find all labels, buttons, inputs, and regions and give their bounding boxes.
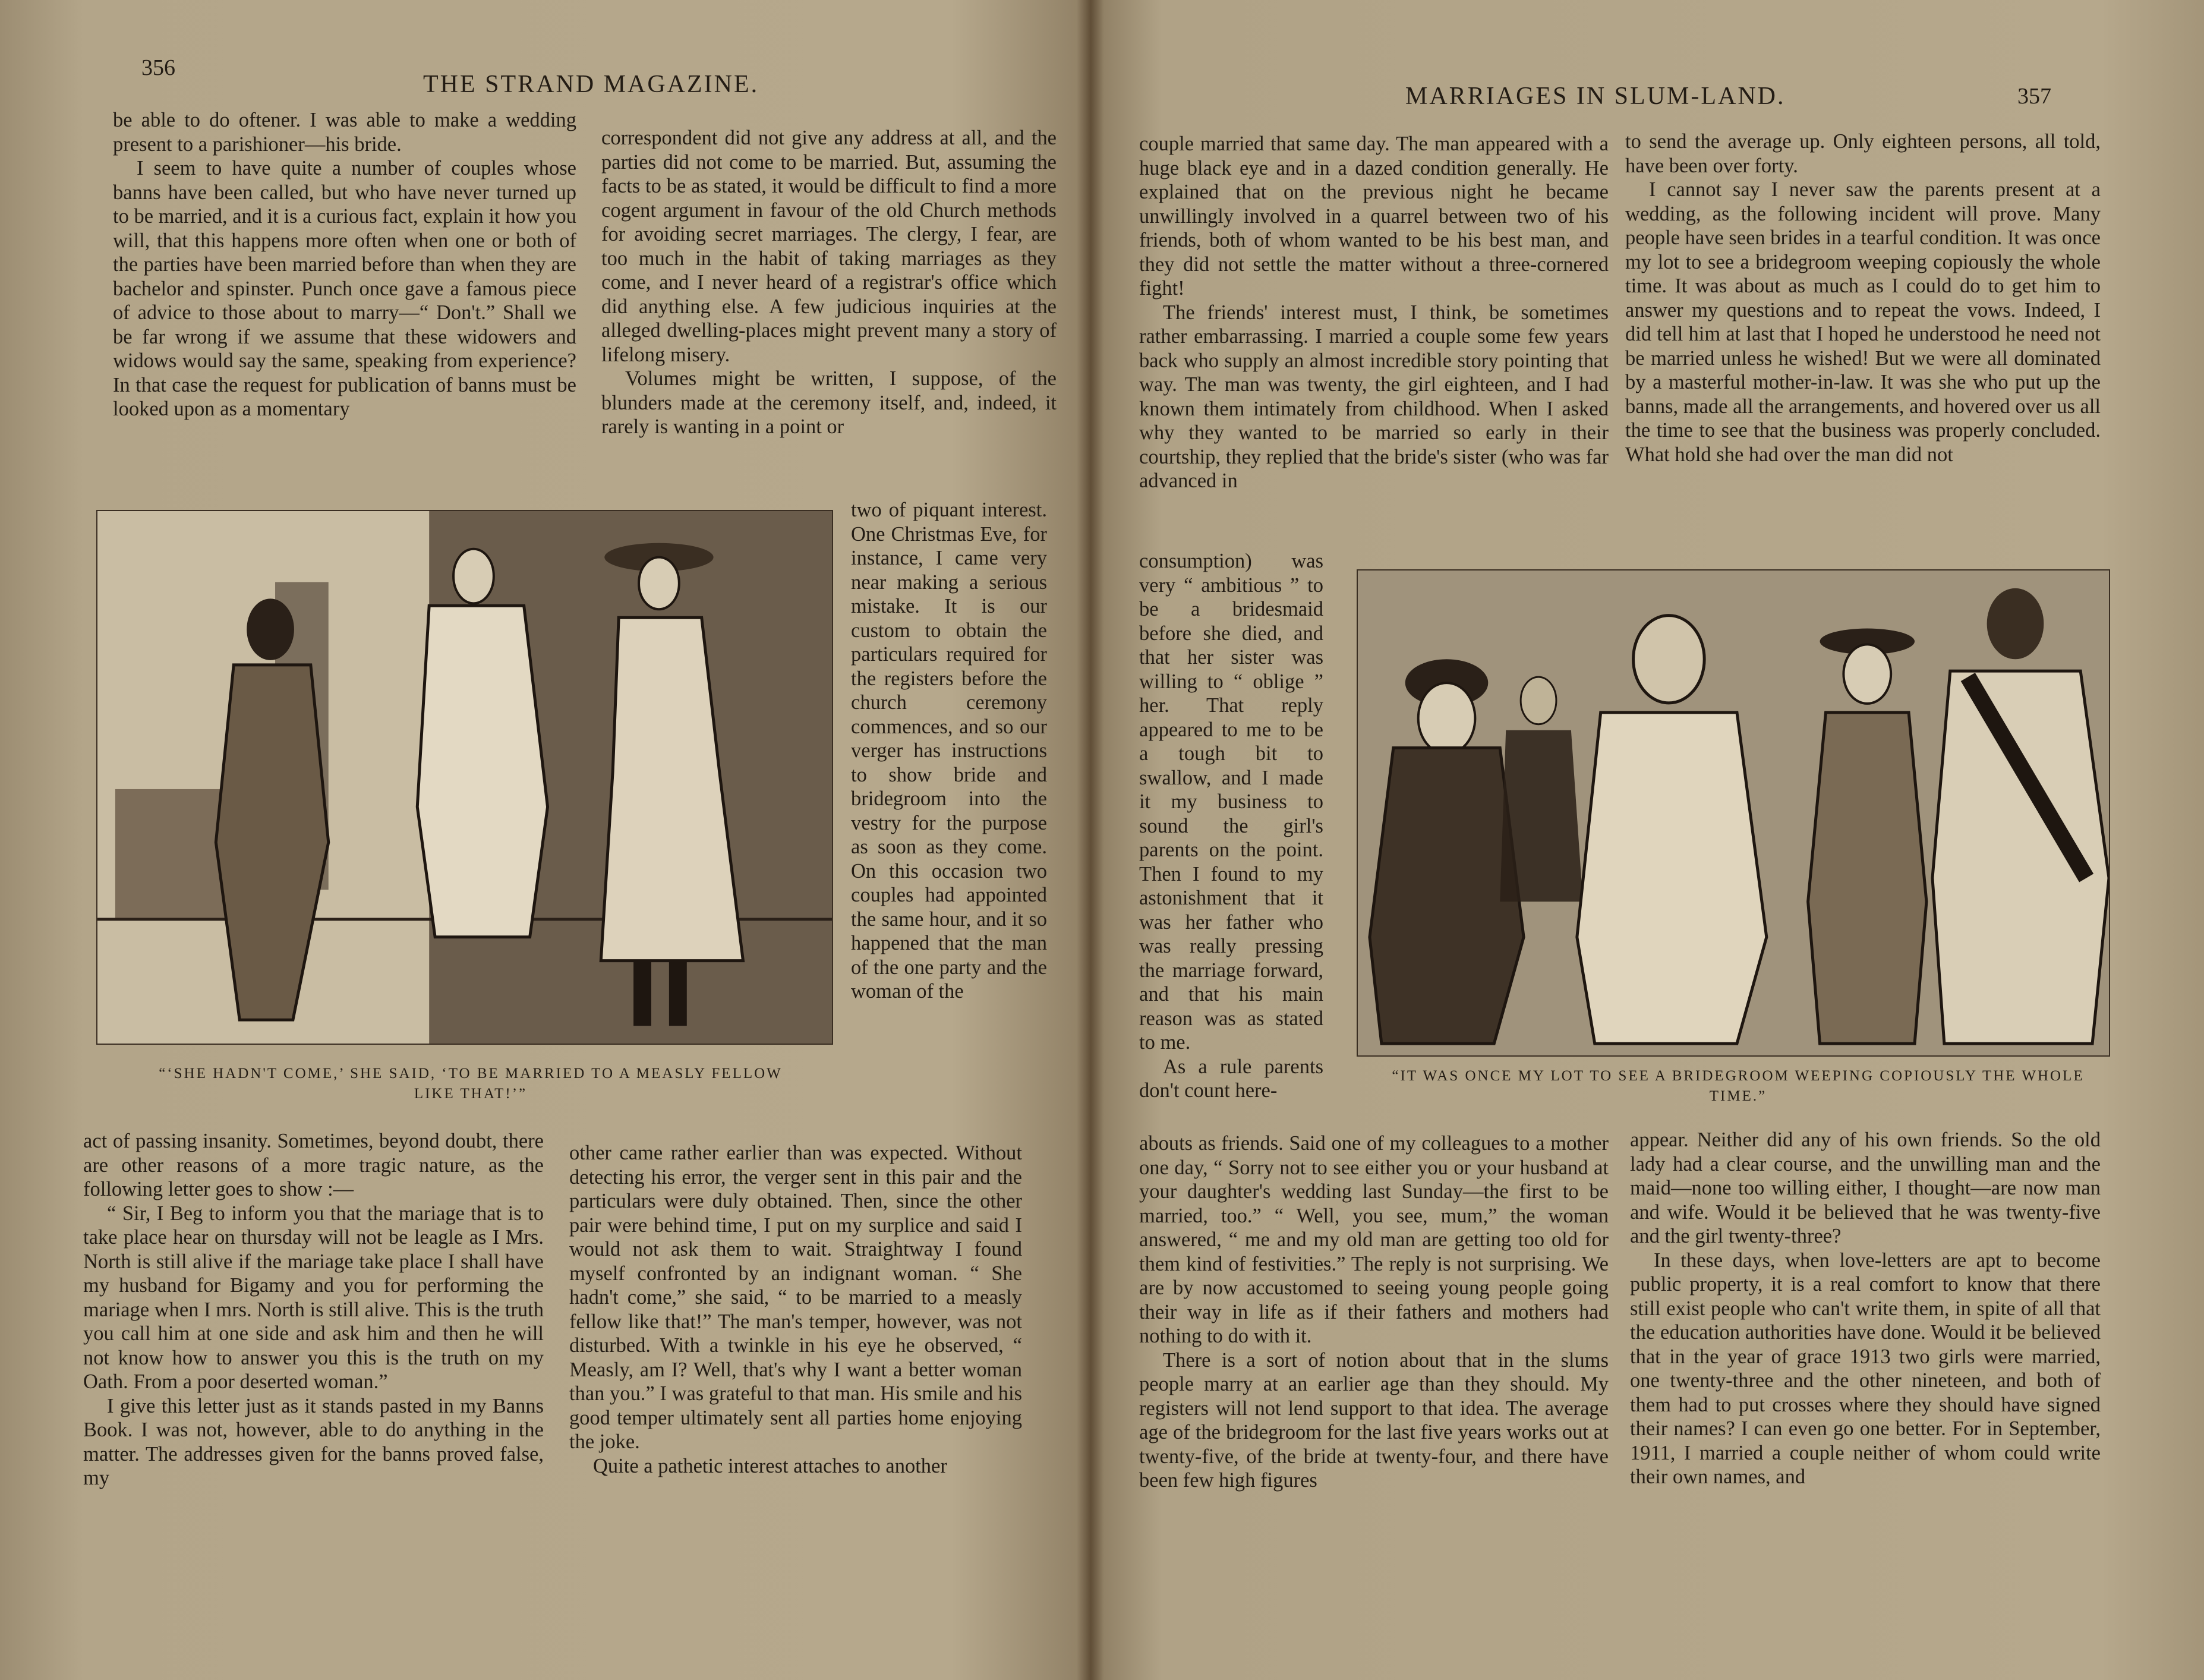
letter-quote: “ Sir, I Beg to inform you that the mariage that is to take place hear on thursday will not be leagle as I Mrs. North is still alive if the mariage take place I shall have my husband for Bigamy and you for performing the mariage when I mrs. North is still alive. This is the truth you call him at one side and ask him and then he will not know how to answer you this is the truth on my Oath. From a poor deserted woman.” [83,1202,544,1393]
book-gutter [1077,0,1104,1680]
paragraph: correspondent did not give any address at all, and the parties did not come to be married. But, assuming the facts to be as stated, it would be difficult to find a more cogent argument in favour of the old Church methods for avoiding secret marriages. The clergy, I fear, are too much in the habit of taking marriages as they come, and I never heard of a registrar's office which did anything else. A few judicious inquiries at the alleged dwelling-places might prevent many a story of lifelong misery. [601,127,1057,366]
illustration-weeping-bridegroom [1357,569,2110,1057]
illustration-caption-right: “IT WAS ONCE MY LOT TO SEE A BRIDEGROOM WEEPING COPIOUSLY THE WHOLE TIME.” [1392,1068,2085,1104]
paragraph: As a rule parents don't count here- [1139,1055,1323,1102]
page-number-right: 357 [2017,84,2051,109]
paragraph: There is a sort of notion about that in the slums people marry at an earlier age than they should. My registers will not lend support to that idea. The average age of the bridegroom for the last five years works out at twenty-five, of the bride at twenty-four, and there have been few high figures [1139,1348,1609,1492]
paragraph: I cannot say I never saw the parents present at a wedding, as the following incident will prove. Many people have seen brides in a tearful condition. It was once my lot to see a bridegroom weeping copiously the whole time. It was about as much as I could do to get him to answer my questions and to repeat the vows. Indeed, I did tell him at last that I hoped he understood he need not be married unless he wished! But we were all dominated by a masterful mother-in-law. It was she who put up the banns, made all the arrangements, and hovered over us all the time to see that the business was properly concluded. What hold she had over the man did not [1625,178,2101,466]
paragraph: The friends' interest must, I think, be sometimes rather embarrassing. I married a couple some few years back who supply an almost incredible story pointing that way. The man was twenty, the girl eighteen, and I had known them intimately from childhood. When I asked why they wanted to be married so early in their courtship, they replied that the bride's sister (who was far advanced in [1139,301,1609,492]
illustration-caption-left: “‘SHE HADN'T COME,’ SHE SAID, ‘TO BE MARRIED TO A MEASLY FELLOW LIKE THAT!’” [159,1066,783,1102]
paragraph: appear. Neither did any of his own friends. So the old lady had a clear course, and the unwilling man and the maid—none too willing either, I thought—are now man and wife. Would it be believed that he was twenty-five and the girl twenty-three? [1630,1129,2101,1247]
right-col2-bottom [1630,1128,2101,1489]
running-head-right: MARRIAGES IN SLUM-LAND. [1405,83,1786,110]
right-col1-bottom [1139,1131,1609,1493]
paragraph: couple married that same day. The man appeared with a huge black eye and in a dazed condition generally. He explained that on the previous night he became unwillingly involved in a quarrel between two of his friends, both of whom wanted to be his best man, and they did not settle the matter without a three-cornered fight! [1139,133,1609,300]
paragraph: consumption) was very “ ambitious ” to be a bridesmaid before she died, and that her sister was willing to “ oblige ” her. That reply appeared to me to be a tough bit to swallow, and I made it my business to sound the girl's parents on the point. Then I found to my astonishment that it was her father who was really pressing the marriage forward, and that his main reason was as stated to me. [1139,550,1323,1054]
running-head-left: THE STRAND MAGAZINE. [423,71,759,98]
paragraph: be able to do oftener. I was able to make a wedding present to a parishioner—his bride. [113,109,576,156]
right-col1-top [1139,132,1609,493]
right-page [1090,0,2204,1680]
paragraph: other came rather earlier than was expected. Without detecting his error, the verger sent in this pair and the particulars were duly obtained. Then, since the other pair were behind time, I put on my surplice and said I would not ask them to wait. Straightway I found myself confronted by an indignant woman. “ She hadn't come,” she said, “ to be married to a measly fellow like that!” The man's temper, however, was not disturbed. With a twinkle in his eye he observed, “ Measly, am I? Well, that's why I want a better woman than you.” I was grateful to that man. His smile and his good temper ultimately sent all parties home enjoying the joke. [569,1142,1022,1453]
paragraph: Quite a pathetic interest attaches to another [593,1454,947,1477]
left-col2-top [601,126,1057,439]
paragraph: to send the average up. Only eighteen persons, all told, have been over forty. [1625,130,2101,177]
paragraph: act of passing insanity. Sometimes, beyond doubt, there are other reasons of a more tragic nature, as the following letter goes to show :— [83,1130,544,1200]
page-number-left: 356 [141,55,175,80]
left-col1-bottom [83,1129,544,1490]
illustration-vestry [96,510,833,1045]
left-col1-top [113,108,576,421]
paragraph: I give this letter just as it stands pasted in my Banns Book. I was not, however, able to do anything in the matter. The addresses given for the banns proved false, my [83,1394,544,1489]
illustration-vestry-drawing [97,511,832,1044]
left-narrow-col: two of piquant interest. One Christmas Eve, for instance, I came very near making a serious mistake. It is our custom to obtain the particulars required for the registers before the church ceremony commences, and so our verger has instructions to show bride and bridegroom into the vestry for the purpose as soon as they come. On this occasion two couples had appointed the same hour, and it so happened that the man of the one party and the woman of the [851,499,1047,1003]
left-page [0,0,1090,1680]
left-col2-bottom [569,1141,1022,1478]
paragraph: abouts as friends. Said one of my colleagues to a mother one day, “ Sorry not to see either you or your husband at your daughter's wedding last Sunday—the first to be married, too.” “ Well, you see, mum,” the woman answered, “ me and my old man are getting too old for them kind of festivities.” The reply is not surprising. We are by now accustomed to seeing young people going their way in life as if their fathers and mothers had nothing to do with it. [1139,1132,1609,1347]
right-narrow-col [1139,549,1323,1103]
paragraph: I seem to have quite a number of couples whose banns have been called, but who have never turned up to be married, and it is a curious fact, explain it how you will, that this happens more often when one or both of the parties have been married before than when they are bachelor and spinster. Punch once gave a famous piece of advice to those about to marry—“ Don't.” Shall we be far wrong if we assume that these widowers and widows would say the same, speaking from experience? In that case the request for publication of banns must be looked upon as a momentary [113,157,576,420]
paragraph: In these days, when love-letters are apt to become public property, it is a real comfort to know that there still exist people who can't write them, in spite of all that the education authorities have done. Would it be believed that in the year of grace 1913 two girls were married, one twenty-three and the other nineteen, and both of them had to put crosses where they should have signed their names? I can even go one better. For in September, 1911, I married a couple neither of whom could write their own names, and [1630,1249,2101,1488]
right-col2-top [1625,130,2101,467]
illustration-weeping-bridegroom-drawing [1358,570,2109,1055]
paragraph: Volumes might be written, I suppose, of the blunders made at the ceremony itself, and, indeed, it rarely is wanting in a point or [601,367,1057,438]
